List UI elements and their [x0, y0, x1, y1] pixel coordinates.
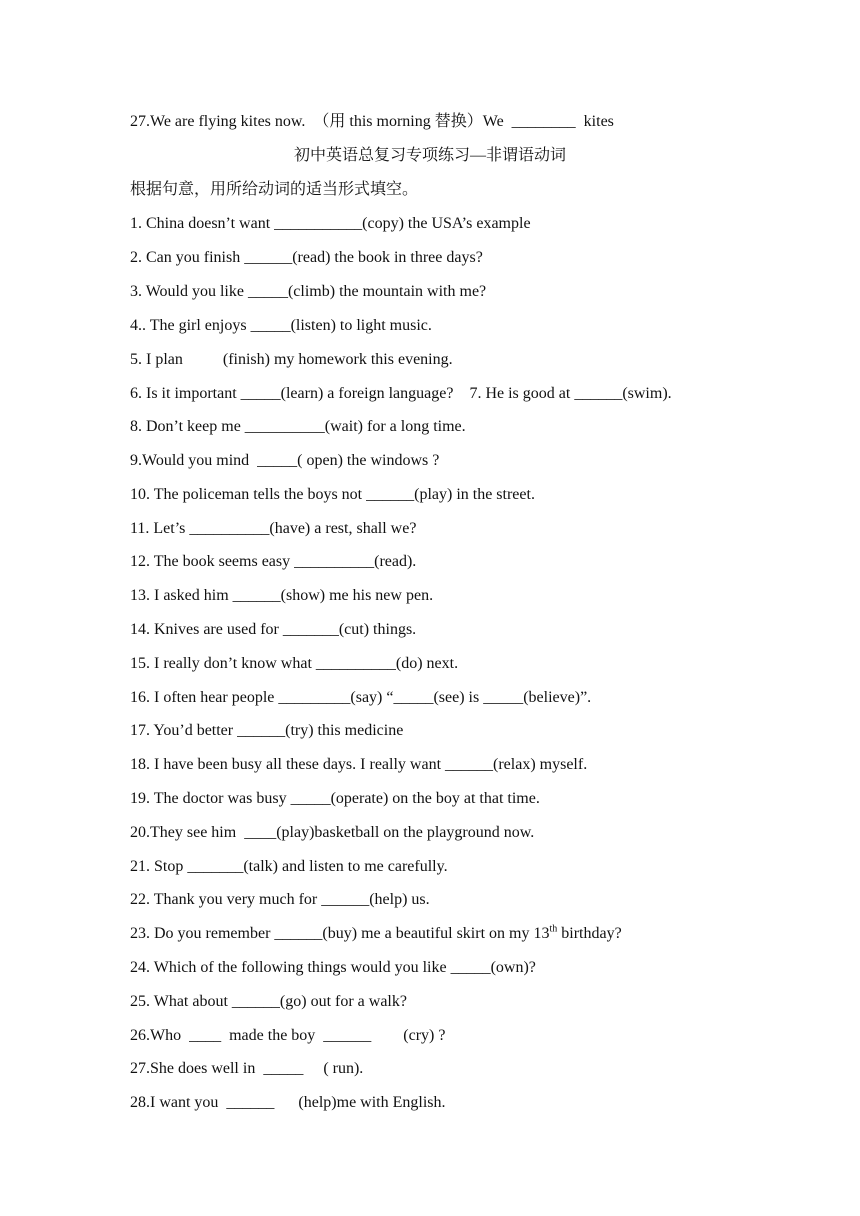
question-4: 4.. The girl enjoys _____(listen) to light music. [130, 317, 432, 334]
question-9: 9.Would you mind _____( open) the windows ? [130, 452, 440, 469]
intro-sentence [130, 112, 614, 132]
question-18: 18. I have been busy all these days. I really want ______(relax) myself. [130, 756, 588, 773]
question-21: 21. Stop _______(talk) and listen to me carefully. [130, 858, 448, 875]
question-17: 17. You’d better ______(try) this medicine [130, 722, 404, 739]
question-14: 14. Knives are used for _______(cut) things. [130, 621, 417, 638]
question-5: 5. I plan (finish) my homework this evening. [130, 351, 453, 368]
question-2: 2. Can you finish ______(read) the book in three days? [130, 249, 483, 266]
question-1: 1. China doesn’t want ___________(copy) the USA’s example [130, 215, 531, 232]
question-24: 24. Which of the following things would you like _____(own)? [130, 959, 536, 976]
question-8: 8. Don’t keep me __________(wait) for a long time. [130, 418, 466, 435]
question-23 [130, 924, 622, 944]
question-12: 12. The book seems easy __________(read). [130, 553, 417, 570]
question-13: 13. I asked him ______(show) me his new pen. [130, 587, 434, 604]
question-16: 16. I often hear people _________(say) “_____(see) is _____(believe)”. [130, 689, 592, 706]
question-19: 19. The doctor was busy _____(operate) on the boy at that time. [130, 790, 540, 807]
question-20: 20.They see him ____(play)basketball on the playground now. [130, 824, 535, 841]
question-23-superscript: th [549, 923, 558, 935]
intro-text: 27.We are flying kites now. （用 this morning 替换）We [130, 113, 512, 130]
question-23-tail: birthday? [557, 925, 622, 942]
question-22: 22. Thank you very much for ______(help) us. [130, 891, 430, 908]
question-26: 26.Who ____ made the boy ______ (cry) ? [130, 1027, 446, 1044]
question-15: 15. I really don’t know what __________(do) next. [130, 655, 459, 672]
question-27: 27.She does well in _____ ( run). [130, 1060, 364, 1077]
question-10: 10. The policeman tells the boys not ______(play) in the street. [130, 486, 535, 503]
question-25: 25. What about ______(go) out for a walk? [130, 993, 407, 1010]
question-23-text: 23. Do you remember ______(buy) me a beautiful skirt on my 13 [130, 925, 550, 942]
document-title: 初中英语总复习专项练习—非谓语动词 [293, 147, 566, 164]
instruction: 根据句意，用所给动词的适当形式填空。 [130, 181, 419, 198]
intro-blank: ________ [511, 113, 576, 130]
question-11: 11. Let’s __________(have) a rest, shall we? [130, 520, 417, 537]
intro-tail: kites [575, 113, 614, 130]
question-28: 28.I want you ______ (help)me with English. [130, 1094, 446, 1111]
question-6-7: 6. Is it important _____(learn) a foreign language? 7. He is good at ______(swim). [130, 385, 672, 402]
question-3: 3. Would you like _____(climb) the mountain with me? [130, 283, 487, 300]
